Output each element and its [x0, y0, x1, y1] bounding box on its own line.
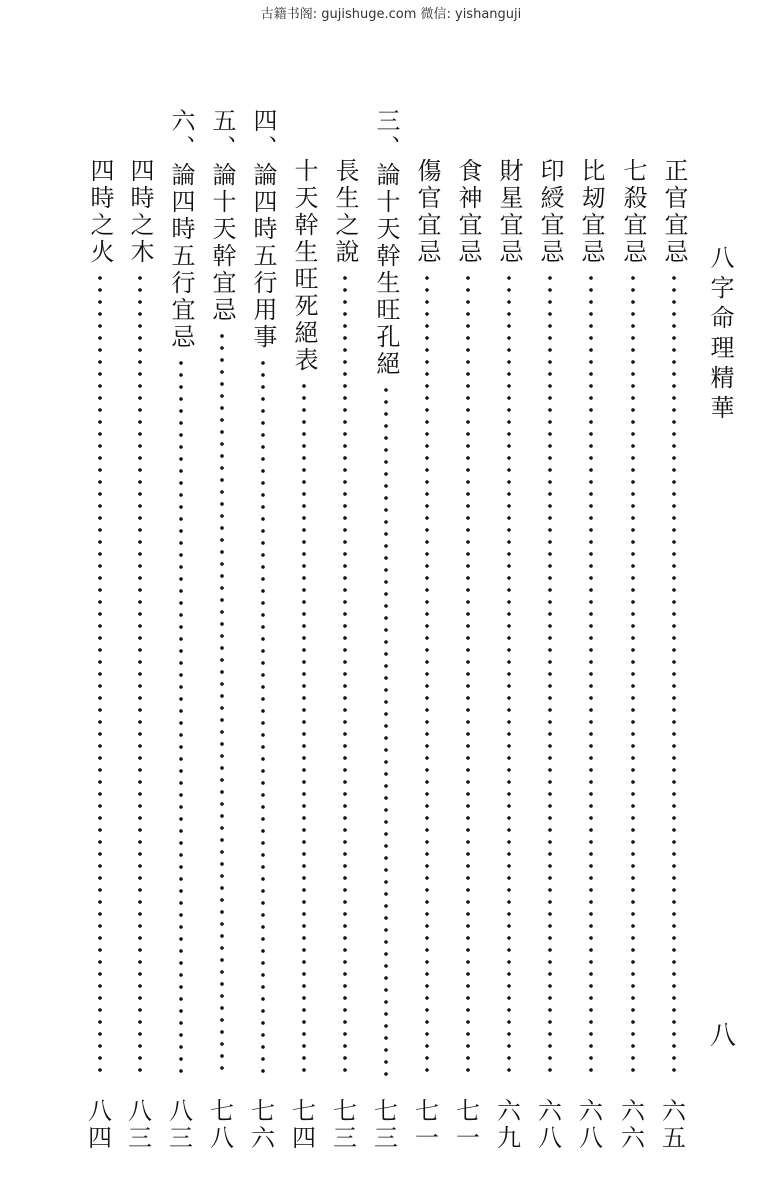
toc-entry: [327, 158, 363, 1078]
toc-title: 四時之火: [86, 158, 114, 266]
page-number: 七 四: [292, 1097, 316, 1152]
toc-entry: [573, 158, 609, 1078]
dot-leader: [547, 272, 553, 1078]
dot-leader: [342, 272, 348, 1078]
page-number: 六 五: [662, 1097, 686, 1152]
toc-title: 五、論十天幹宜忌: [208, 108, 236, 324]
page-number: 六 六: [621, 1097, 645, 1152]
toc-entry: [122, 158, 158, 1078]
toc-entry: [409, 158, 445, 1078]
toc-title: 七殺宜忌: [619, 158, 647, 266]
dot-leader: [301, 380, 307, 1078]
page-number: 七 一: [415, 1097, 439, 1152]
toc-title: 三、論十天幹生旺孔絕: [372, 108, 400, 378]
toc-title: 食神宜忌: [454, 158, 482, 266]
toc-title: 印綬宜忌: [536, 158, 564, 266]
dot-leader: [137, 272, 143, 1078]
toc-title: 比刼宜忌: [577, 158, 605, 266]
page-number: 八 三: [128, 1097, 152, 1152]
watermark: 古籍书阁: gujishuge.com 微信: yishanguji: [260, 7, 522, 22]
toc-title: 六、論四時五行宜忌: [167, 108, 195, 351]
toc-title: 傷官宜忌: [413, 158, 441, 266]
dot-leader: [383, 384, 389, 1078]
toc-entry: [532, 158, 568, 1078]
dot-leader: [260, 357, 266, 1078]
page-number: 八 四: [88, 1097, 112, 1152]
dot-leader: [465, 272, 471, 1078]
toc-entry: [656, 158, 692, 1078]
toc-title: 四時之木: [126, 158, 154, 266]
toc-entry: [286, 158, 322, 1078]
dot-leader: [506, 272, 512, 1078]
page-number: 六 八: [538, 1097, 562, 1152]
dot-leader: [630, 272, 636, 1078]
folio-number: 八: [709, 1021, 736, 1051]
dot-leader: [424, 272, 430, 1078]
toc-title: 四、論四時五行用事: [249, 108, 277, 351]
dot-leader: [97, 272, 103, 1078]
toc-entry: [615, 158, 651, 1078]
toc-heading: [368, 108, 404, 1078]
toc-heading: [245, 108, 281, 1078]
dot-leader: [588, 272, 594, 1078]
page-number: 七 三: [374, 1097, 398, 1152]
toc-heading: [163, 108, 199, 1078]
toc-title: 十天幹生旺死絕表: [290, 158, 318, 374]
toc-entry: [450, 158, 486, 1078]
toc-title: 正官宜忌: [660, 158, 688, 266]
book-title: 八字命理精華: [706, 245, 734, 425]
page-number: 七 一: [456, 1097, 480, 1152]
toc-entry: [491, 158, 527, 1078]
toc-title: 財星宜忌: [495, 158, 523, 266]
page-number: 七 三: [333, 1097, 357, 1152]
dot-leader: [671, 272, 677, 1078]
toc-title: 長生之說: [331, 158, 359, 266]
toc-heading: [204, 108, 240, 1078]
page-number: 六 九: [497, 1097, 521, 1152]
page-number: 六 八: [579, 1097, 603, 1152]
toc-entry: [82, 158, 118, 1078]
page-number: 七 八: [210, 1097, 234, 1152]
dot-leader: [178, 357, 184, 1078]
dot-leader: [219, 330, 225, 1078]
page-number: 八 三: [169, 1097, 193, 1152]
page-number: 七 六: [251, 1097, 275, 1152]
